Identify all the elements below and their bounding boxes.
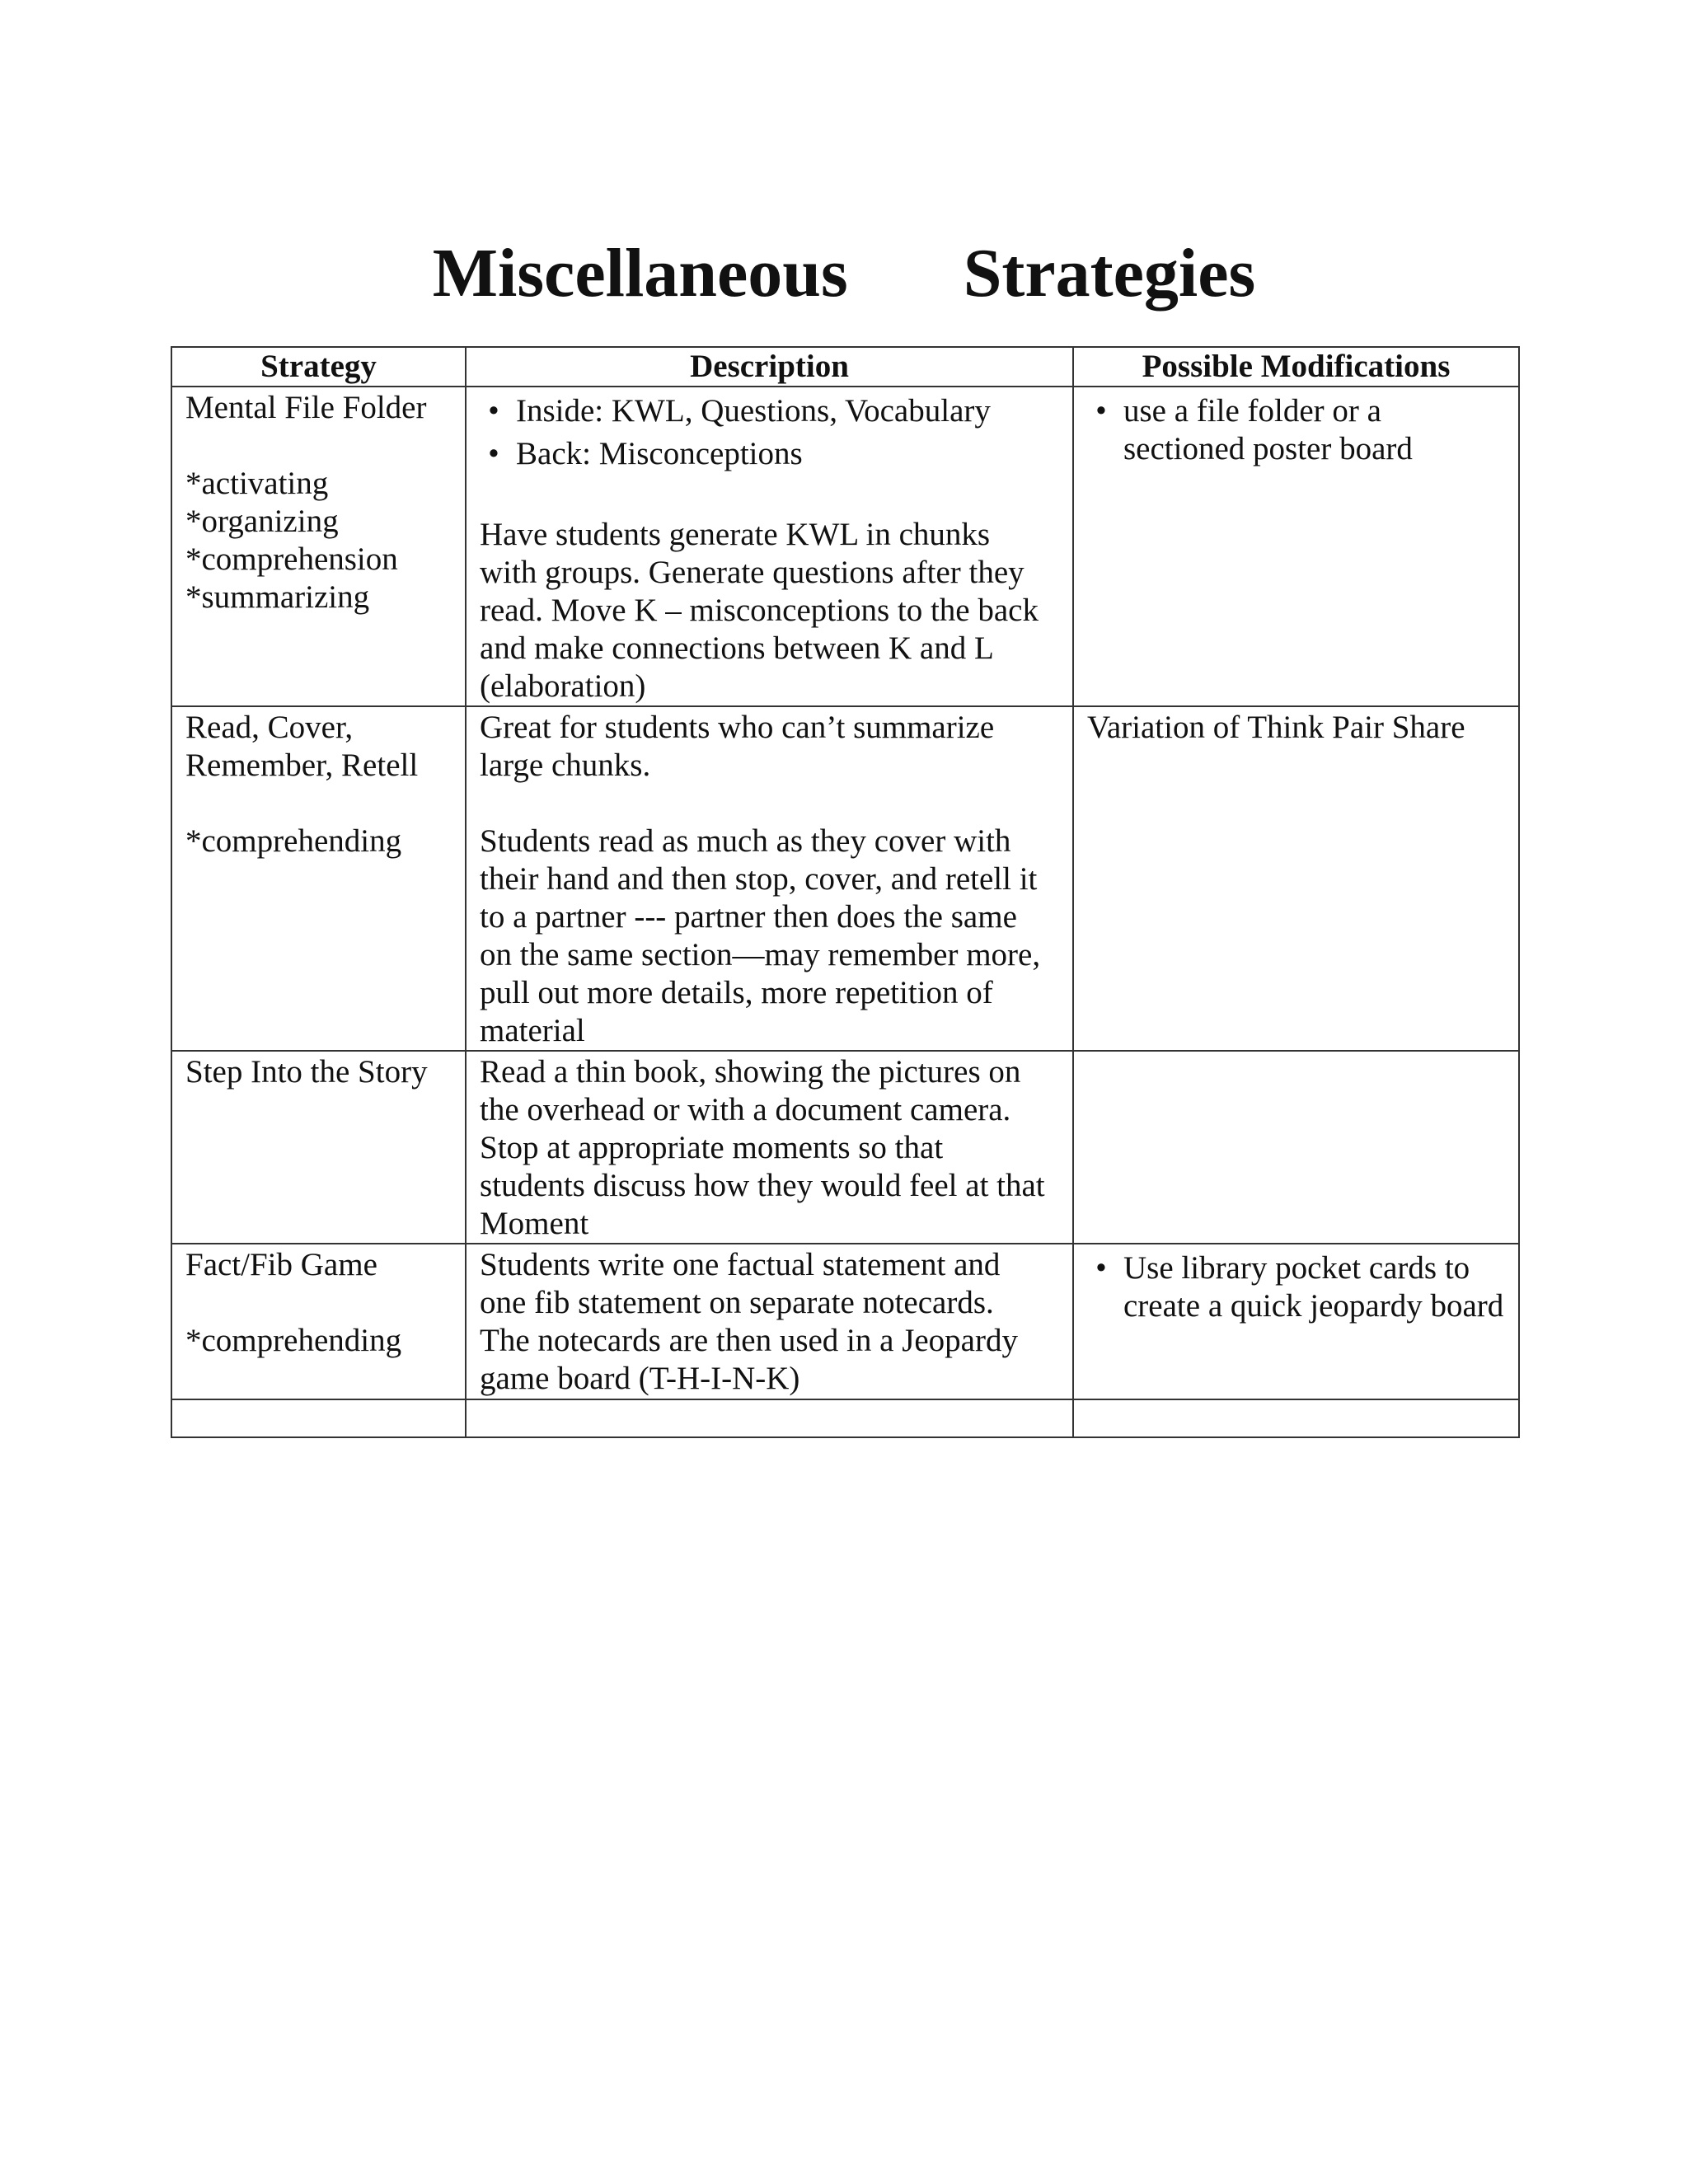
description-line: Have students generate KWL in chunks	[480, 517, 991, 552]
bullet-icon: •	[488, 393, 499, 429]
table-row	[171, 1051, 1519, 1244]
header-strategy: Strategy	[171, 347, 466, 387]
description-line: with groups. Generate questions after they	[480, 555, 1025, 590]
strategy-tag: *summarizing	[185, 579, 370, 615]
description-cell	[466, 1244, 1073, 1399]
strategies-table	[171, 346, 1520, 1438]
strategy-cell	[171, 706, 466, 1051]
description-bullet-list	[480, 392, 1061, 473]
spacer	[185, 785, 453, 823]
strategy-tag: *comprehending	[185, 1323, 402, 1358]
header-possible-modifications: Possible Modifications	[1073, 347, 1519, 387]
strategy-cell	[171, 387, 466, 706]
bullet-text: Use library pocket cards to create a quick jeopardy board	[1123, 1250, 1504, 1324]
bullet-text: Back: Misconceptions	[516, 436, 803, 471]
modifications-cell	[1073, 387, 1519, 706]
strategy-tag: *comprehension	[185, 541, 398, 577]
empty-cell	[1073, 1399, 1519, 1437]
spacer	[185, 427, 453, 465]
table-row	[171, 1244, 1519, 1399]
description-cell	[466, 387, 1073, 706]
description-line: Stop at appropriate moments so that	[480, 1130, 944, 1165]
description-line: Great for students who can’t summarize	[480, 710, 995, 745]
description-line: Read a thin book, showing the pictures on	[480, 1054, 1021, 1090]
strategy-tag: *organizing	[185, 504, 339, 539]
empty-cell	[171, 1399, 466, 1437]
list-item	[480, 435, 1061, 473]
description-line: large chunks.	[480, 748, 651, 783]
strategy-name: Remember, Retell	[185, 748, 419, 783]
empty-cell	[466, 1399, 1073, 1437]
modifications-bullet-list	[1087, 392, 1507, 468]
bullet-text: use a file folder or a sectioned poster board	[1123, 393, 1413, 466]
strategy-cell	[171, 1051, 466, 1244]
description-line: on the same section—may remember more,	[480, 937, 1041, 972]
description-line: The notecards are then used in a Jeopardy	[480, 1323, 1018, 1358]
bullet-icon: •	[488, 436, 499, 471]
spacer	[480, 478, 1061, 516]
table-row	[171, 706, 1519, 1051]
description-line: pull out more details, more repetition of	[480, 975, 993, 1010]
table-row	[171, 387, 1519, 706]
strategy-name: Mental File Folder	[185, 390, 427, 425]
description-line: material	[480, 1013, 585, 1048]
table-header-row	[171, 347, 1519, 387]
spacer	[480, 785, 1061, 823]
description-line: (elaboration)	[480, 668, 646, 704]
title-word-strategies: Strategies	[963, 235, 1256, 312]
description-line: their hand and then stop, cover, and retell it	[480, 861, 1038, 897]
description-line: and make connections between K and L	[480, 630, 994, 666]
bullet-icon: •	[1095, 1250, 1107, 1286]
description-line: Students write one factual statement and	[480, 1247, 1001, 1282]
strategy-name: Fact/Fib Game	[185, 1247, 377, 1282]
modification-text: Variation of Think Pair Share	[1087, 710, 1465, 745]
description-line: one fib statement on separate notecards.	[480, 1285, 994, 1320]
strategy-name: Step Into the Story	[185, 1054, 428, 1090]
description-line: to a partner --- partner then does the same	[480, 899, 1017, 935]
description-line: read. Move K – misconceptions to the back	[480, 593, 1039, 628]
strategy-cell	[171, 1244, 466, 1399]
strategy-tag: *activating	[185, 466, 329, 501]
modifications-bullet-list	[1087, 1249, 1507, 1325]
description-line: game board (T-H-I-N-K)	[480, 1361, 800, 1396]
title-word-miscellaneous: Miscellaneous	[432, 235, 848, 312]
description-cell	[466, 706, 1073, 1051]
modifications-cell	[1073, 1051, 1519, 1244]
modifications-cell	[1073, 1244, 1519, 1399]
header-description: Description	[466, 347, 1073, 387]
strategy-name: Read, Cover,	[185, 710, 354, 745]
list-item	[480, 392, 1061, 430]
empty-table-row	[171, 1399, 1519, 1437]
description-line: Moment	[480, 1206, 589, 1241]
description-cell	[466, 1051, 1073, 1244]
page-title	[0, 232, 1688, 315]
bullet-icon: •	[1095, 393, 1107, 429]
description-line: the overhead or with a document camera.	[480, 1092, 1011, 1127]
list-item	[1087, 392, 1507, 468]
strategy-tag: *comprehending	[185, 823, 402, 859]
list-item	[1087, 1249, 1507, 1325]
spacer	[185, 1284, 453, 1322]
description-line: Students read as much as they cover with	[480, 823, 1011, 859]
bullet-text: Inside: KWL, Questions, Vocabulary	[516, 393, 991, 429]
description-line: students discuss how they would feel at that	[480, 1168, 1045, 1203]
modifications-cell	[1073, 706, 1519, 1051]
